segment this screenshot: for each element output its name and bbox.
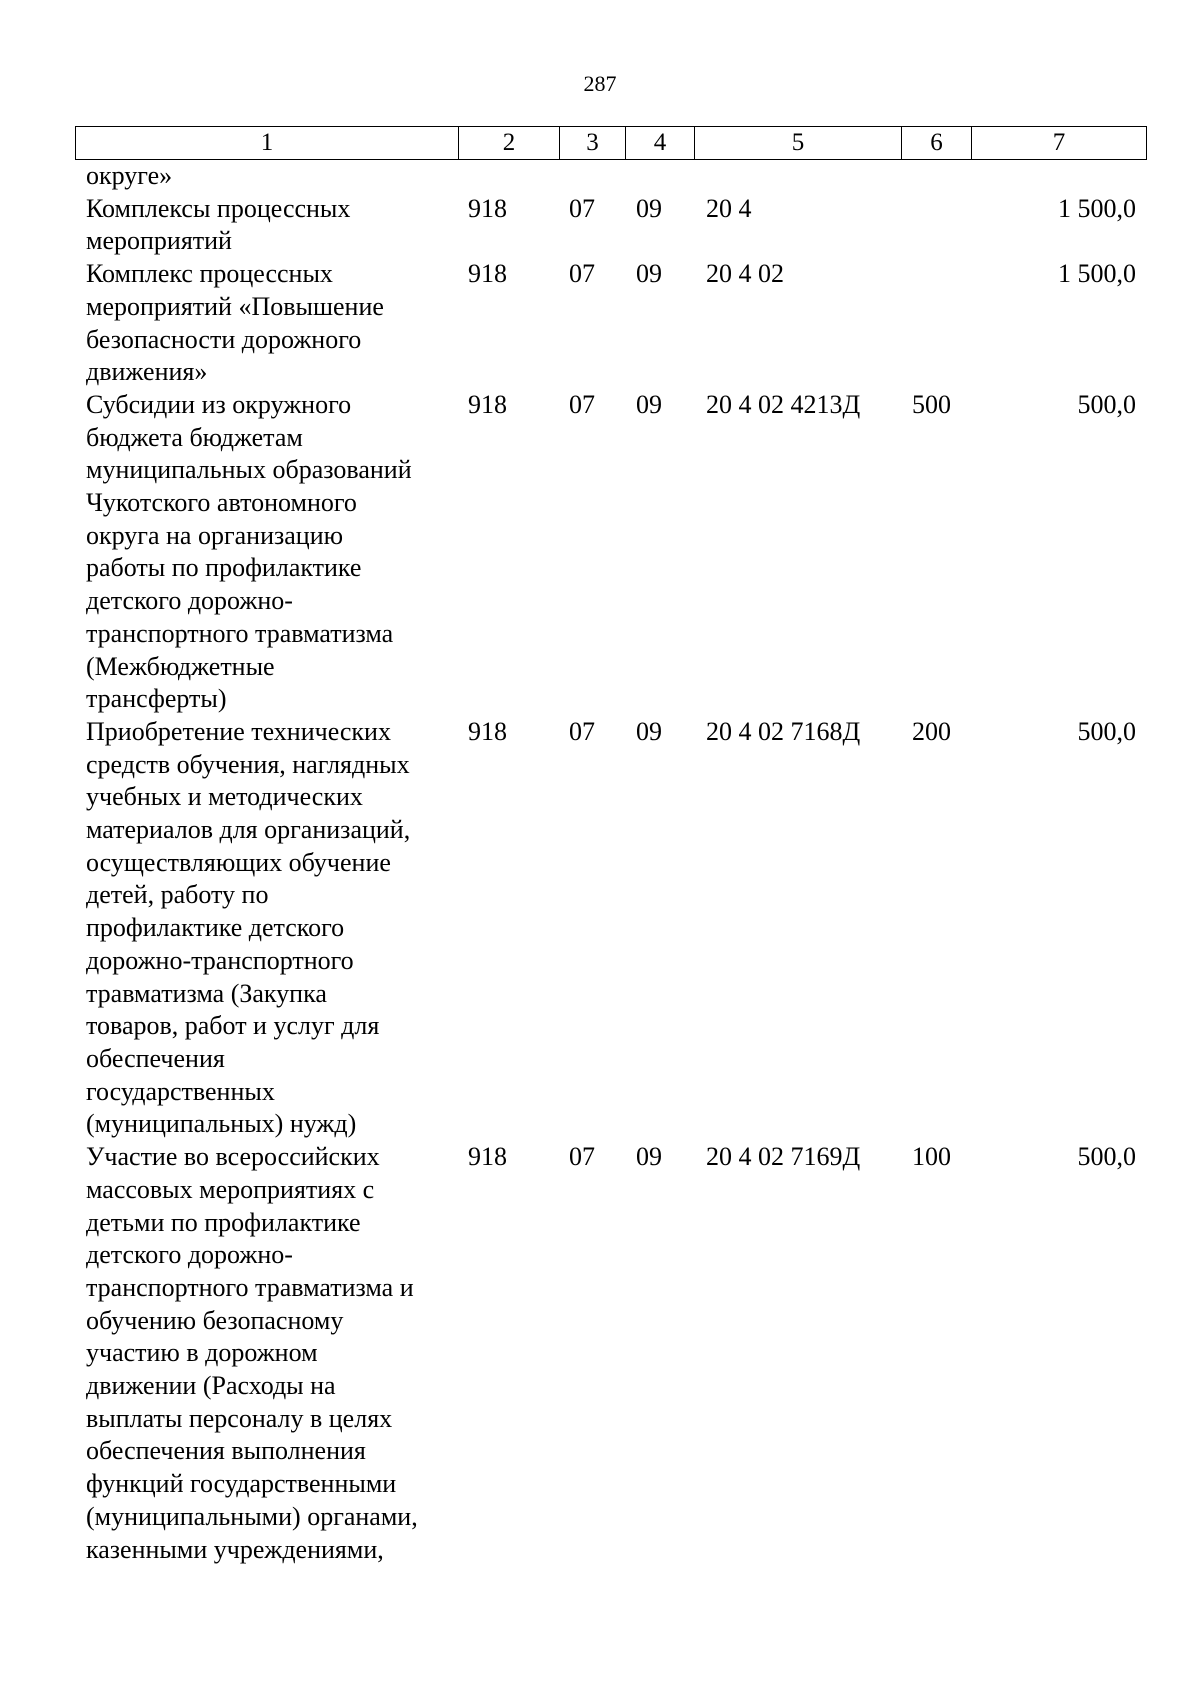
column-header-4: 4 (626, 127, 695, 160)
column-header-2: 2 (459, 127, 560, 160)
row-code-col4: 09 (636, 259, 662, 289)
row-code-col2: 918 (468, 1142, 507, 1172)
row-code-col3: 07 (569, 716, 595, 746)
row-code-col5: 20 4 02 (706, 259, 784, 289)
row-code-col4: 09 (636, 716, 662, 746)
row-code-col6: 200 (912, 716, 951, 746)
column-header-3: 3 (560, 127, 626, 160)
row-description: Участие во всероссийских массовых мероприятиях с детьми по профилактике детского дорожно- транспортного травматизма и обучению безопасному участию в дорожном движении (Расходы на выплаты персоналу в целях обеспечения выполнения функций государственными (муниципальными) органами, казенными учреждениями, (86, 1142, 418, 1564)
row-amount: 500,0 (1077, 1142, 1136, 1172)
table-row (75, 258, 1146, 389)
row-amount: 1 500,0 (1058, 193, 1136, 223)
column-header-7: 7 (972, 127, 1147, 160)
row-amount: 500,0 (1077, 716, 1136, 746)
row-code-col2: 918 (468, 193, 507, 223)
row-description: округе» (86, 161, 173, 190)
row-code-col3: 07 (569, 389, 595, 419)
row-code-col5 (694, 160, 901, 193)
row-code-col4 (625, 160, 694, 193)
row-description: Комплекс процессных мероприятий «Повышение безопасности дорожного движения» (86, 259, 384, 387)
row-code-col3 (559, 160, 625, 193)
column-header-1: 1 (76, 127, 459, 160)
table-body (75, 160, 1146, 1566)
row-code-col2: 918 (468, 389, 507, 419)
row-amount (971, 160, 1146, 193)
table-row (75, 1141, 1146, 1566)
table-row (75, 193, 1146, 258)
row-code-col3: 07 (569, 193, 595, 223)
row-description: Субсидии из окружного бюджета бюджетам муниципальных образований Чукотского автономного округа на организацию работы по профилактике детского дорожно- транспортного травматизма (Межбюджетные трансферты) (86, 389, 412, 714)
row-code-col5: 20 4 02 7169Д (706, 1142, 861, 1172)
table-row (75, 716, 1146, 1141)
row-code-col5: 20 4 (706, 193, 752, 223)
row-code-col4: 09 (636, 193, 662, 223)
row-code-col2: 918 (468, 259, 507, 289)
row-code-col3: 07 (569, 1142, 595, 1172)
table-row (75, 160, 1146, 193)
row-amount: 1 500,0 (1058, 259, 1136, 289)
row-code-col5: 20 4 02 7168Д (706, 716, 861, 746)
row-code-col6: 100 (912, 1142, 951, 1172)
row-code-col4: 09 (636, 389, 662, 419)
row-code-col6: 500 (912, 389, 951, 419)
column-header-5: 5 (695, 127, 902, 160)
row-code-col2 (458, 160, 559, 193)
row-code-col6 (901, 258, 971, 389)
header-row (76, 127, 1147, 160)
row-code-col4: 09 (636, 1142, 662, 1172)
row-description: Приобретение технических средств обучения, наглядных учебных и методических материалов для организаций, осуществляющих обучение детей, работу по профилактике детского дорожно-транспортного травматизма (Закупка товаров, работ и услуг для обеспечения государственных (муниципальных) нужд) (86, 716, 411, 1139)
row-code-col3: 07 (569, 259, 595, 289)
row-code-col6 (901, 160, 971, 193)
page-number: 287 (583, 71, 617, 96)
table-header (75, 126, 1147, 160)
row-description: Комплексы процессных мероприятий (86, 193, 351, 256)
row-code-col2: 918 (468, 716, 507, 746)
row-code-col6 (901, 193, 971, 258)
column-header-6: 6 (902, 127, 972, 160)
row-code-col5: 20 4 02 4213Д (706, 389, 861, 419)
row-amount: 500,0 (1077, 389, 1136, 419)
table-row (75, 389, 1146, 716)
